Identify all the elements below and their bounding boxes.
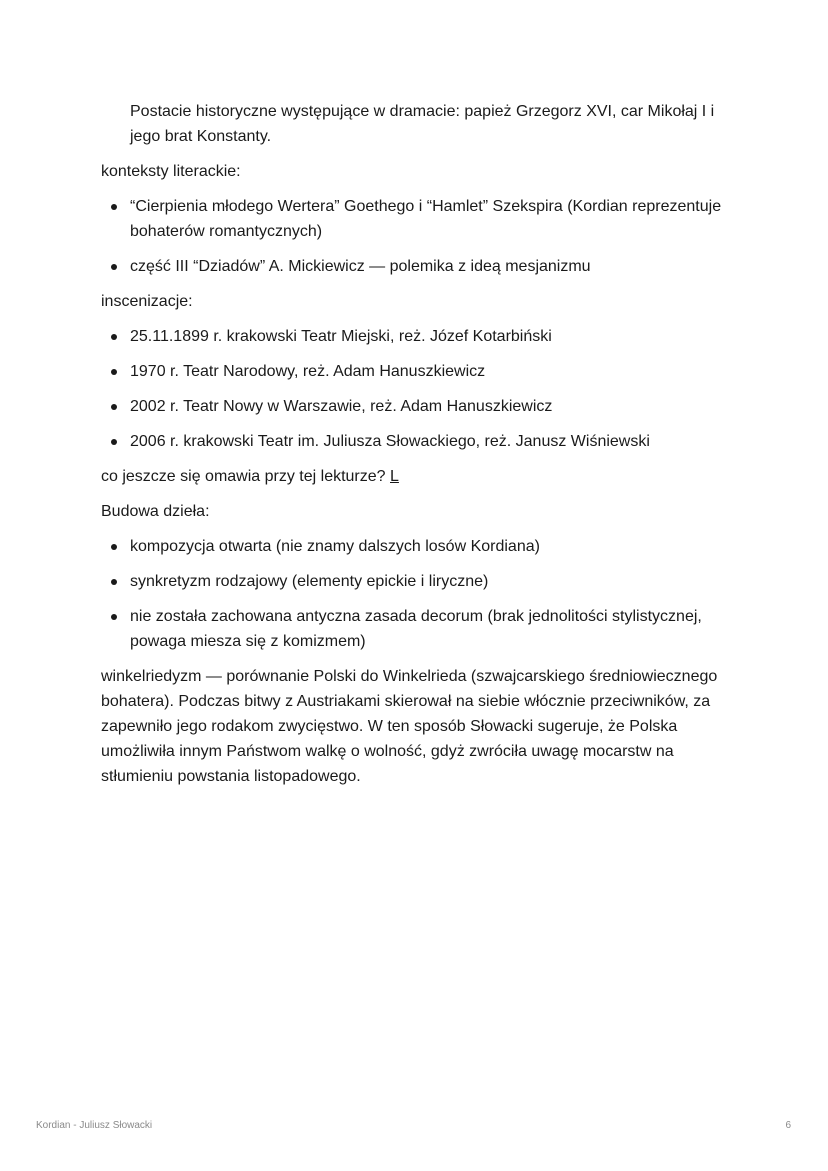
literary-contexts-heading: konteksty literackie:	[101, 163, 241, 180]
intro-paragraph: Postacie historyczne występujące w dramacie: papież Grzegorz XVI, car Mikołaj I i jego brat Konstanty.	[130, 103, 715, 145]
list-item: 1970 r. Teatr Narodowy, reż. Adam Hanuszkiewicz	[101, 359, 741, 384]
list-item: nie została zachowana antyczna zasada decorum (brak jednolitości stylistycznej, powaga miesza się z komizmem)	[101, 604, 741, 654]
more-question-link[interactable]: L	[390, 468, 399, 485]
stagings-heading: inscenizacje:	[101, 293, 193, 310]
list-item: 25.11.1899 r. krakowski Teatr Miejski, reż. Józef Kotarbiński	[101, 324, 741, 349]
list-item: część III “Dziadów” A. Mickiewicz — polemika z ideą mesjanizmu	[101, 254, 741, 279]
footer-title: Kordian - Juliusz Słowacki	[36, 1120, 153, 1131]
list-item: kompozycja otwarta (nie znamy dalszych losów Kordiana)	[101, 534, 741, 559]
more-question-text: co jeszcze się omawia przy tej lekturze?	[101, 468, 386, 485]
page-number: 6	[785, 1120, 791, 1131]
literary-contexts-list	[101, 194, 741, 279]
more-question	[101, 464, 741, 489]
document-content	[101, 99, 741, 789]
structure-heading: Budowa dzieła:	[101, 503, 210, 520]
stagings-list	[101, 324, 741, 454]
structure-list	[101, 534, 741, 654]
list-item: 2006 r. krakowski Teatr im. Juliusza Słowackiego, reż. Janusz Wiśniewski	[101, 429, 741, 454]
list-item: 2002 r. Teatr Nowy w Warszawie, reż. Adam Hanuszkiewicz	[101, 394, 741, 419]
list-item: “Cierpienia młodego Wertera” Goethego i “Hamlet” Szekspira (Kordian reprezentuje bohaterów romantycznych)	[101, 194, 741, 244]
list-item: synkretyzm rodzajowy (elementy epickie i liryczne)	[101, 569, 741, 594]
winkelriedism-paragraph: winkelriedyzm — porównanie Polski do Winkelrieda (szwajcarskiego średniowiecznego bohatera). Podczas bitwy z Austriakami skierował na siebie włócznie przeciwników, za zapewniło jego rodakom zwycięstwo. W ten sposób Słowacki sugeruje, że Polska umożliwiła innym Państwom walkę o wolność, gdyż zwróciła uwagę mocarstw na stłumieniu powstania listopadowego.	[101, 668, 718, 785]
